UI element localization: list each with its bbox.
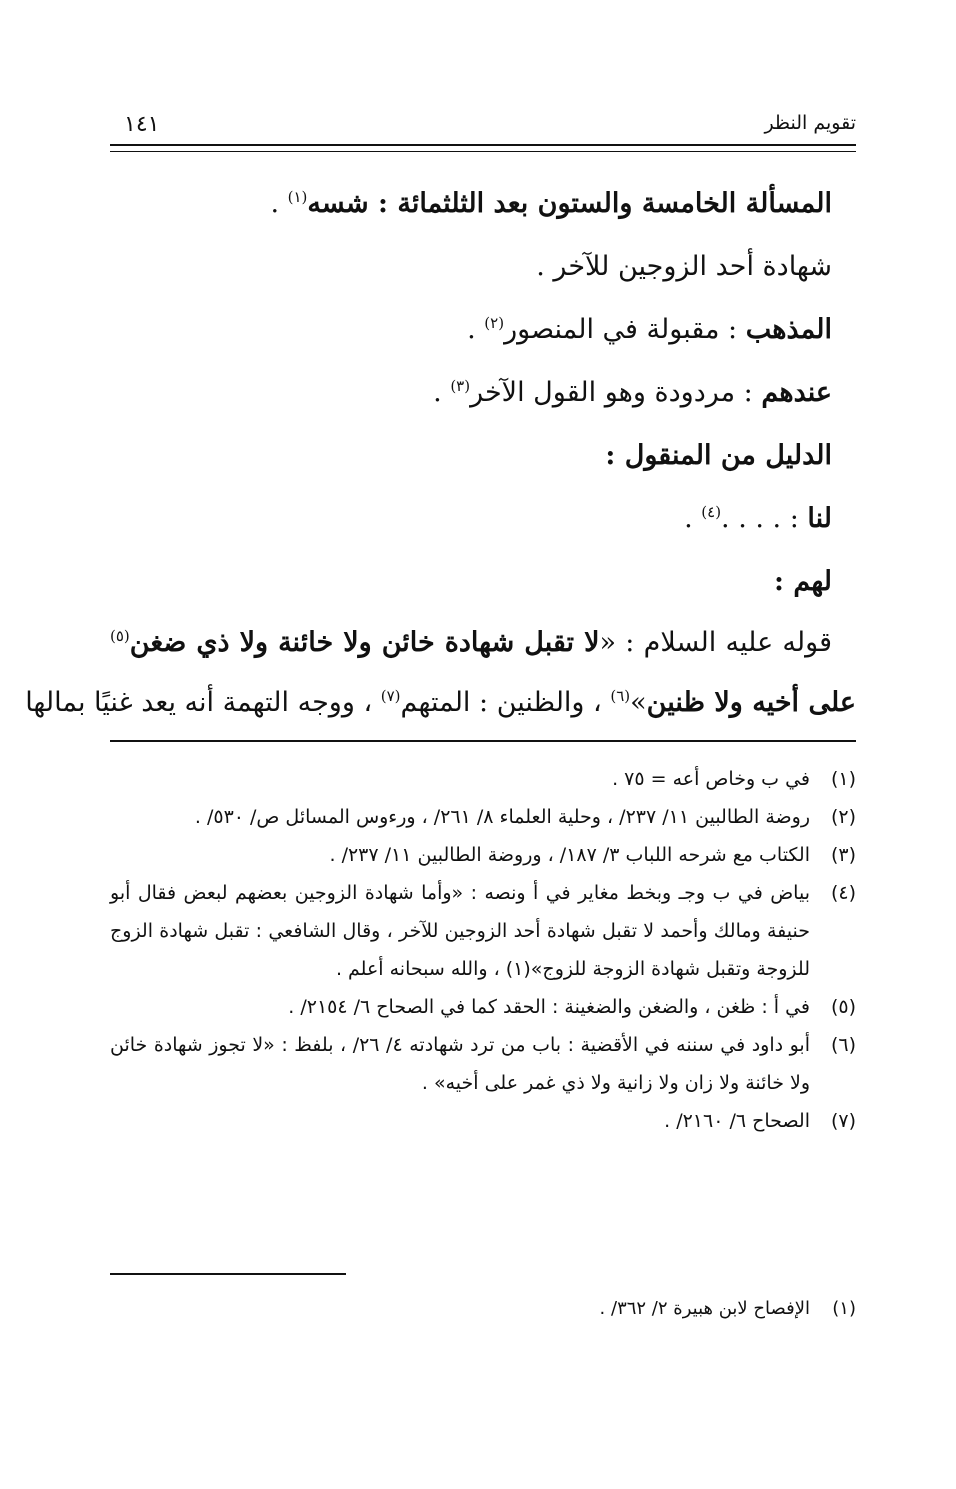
issue-topic-text: شهادة أحد الزوجين للآخر . [536, 251, 832, 282]
footnote-text: الصحاح ٦/ ٢١٦٠/ . [664, 1110, 810, 1132]
footnote-ref: (١) [287, 188, 308, 206]
footnote-ref: (٦) [610, 687, 631, 705]
footnote-text: في أ : ظغن ، والضغن والضغينة : الحقد كما في الصحاح ٦/ ٢١٥٤/ . [288, 996, 810, 1018]
heading-tail: . [270, 188, 288, 219]
footnote-number: (٢) [830, 806, 856, 828]
paragraph-line-2 [25, 673, 856, 733]
indahum-label: عندهم [761, 377, 832, 408]
footnote-text: أبو داود في سننه في الأقضية : باب من ترد شهادته ٤/ ٢٦/ ، بلفظ : «لا تجوز شهادة خائن ولا خائنة ولا زان ولا زانية ولا ذي غمر على أخيه» . [110, 1034, 810, 1094]
madhhab-line [110, 298, 856, 361]
indahum-text: : مردودة وهو القول الآخر [470, 377, 762, 408]
footnote-number: (٣) [830, 844, 856, 866]
running-head [110, 112, 856, 148]
lana-tail: . [684, 503, 702, 534]
madhhab-text: : مقبولة في المنصور [504, 314, 746, 345]
footnote-ref: (٣) [450, 377, 471, 395]
paragraph-text-3: ، ووجه التهمة أنه يعد غنيًا بمالها [25, 687, 381, 718]
paragraph-line-1 [110, 613, 856, 673]
footnote-text: الكتاب مع شرحه اللباب ٣/ ١٨٧/ ، وروضة الطالبين ١١/ ٢٣٧/ . [329, 844, 810, 866]
footnote [110, 798, 856, 836]
footnotes [110, 760, 856, 1140]
page-number: ١٤١ [124, 112, 160, 137]
footnote-rule [110, 740, 856, 742]
madhhab-tail: . [467, 314, 485, 345]
footnote [110, 874, 856, 988]
hadith-text-1: لا تقبل شهادة خائن ولا خائنة ولا ذي ضغن [129, 627, 600, 658]
footnote-ref: (٥) [110, 627, 130, 645]
footnote-text: الإفصاح لابن هبيرة ٢/ ٣٦٢/ . [599, 1298, 810, 1319]
issue-heading [110, 172, 856, 235]
footnote-text: روضة الطالبين ١١/ ٢٣٧/ ، وحلية العلماء ٨/ ٢٦١/ ، ورءوس المسائل ص/ ٥٣٠/ . [194, 806, 810, 828]
sub-footnotes [110, 1290, 856, 1328]
issue-topic [110, 235, 856, 298]
footnote-number: (٧) [830, 1110, 856, 1132]
evidence-heading-text: الدليل من المنقول : [605, 440, 832, 471]
footnote-number: (٦) [830, 1034, 856, 1056]
main-text [25, 172, 856, 733]
quote-close: » [630, 687, 647, 718]
footnote-number: (١) [832, 1298, 856, 1319]
lana-line [110, 487, 856, 550]
issue-heading-text: المسألة الخامسة والستون بعد الثلثمائة : شسه [307, 188, 832, 219]
hadith-intro: قوله عليه السلام : « [599, 627, 832, 658]
footnote-text: في ب وخاص أعه = ٧٥ . [612, 768, 810, 790]
lahum-label: لهم : [773, 566, 832, 597]
footnote-number: (١) [830, 768, 856, 790]
footnote-number: (٥) [830, 996, 856, 1018]
footnote [110, 1026, 856, 1102]
indahum-line [110, 361, 856, 424]
footnote [110, 1102, 856, 1140]
hadith-text-2: على أخيه ولا ظنين [646, 687, 856, 718]
footnote-ref: (٢) [484, 314, 505, 332]
header-rule [110, 144, 856, 152]
sub-footnote-rule [110, 1273, 346, 1275]
footnote [110, 1290, 856, 1328]
footnote-number: (٤) [830, 882, 856, 904]
lahum-line [110, 550, 856, 613]
evidence-heading [110, 424, 856, 487]
footnote [110, 988, 856, 1026]
madhhab-label: المذهب [745, 314, 832, 345]
paragraph-text-2: ، والظنين : المتهم [400, 687, 611, 718]
footnote [110, 836, 856, 874]
footnote-ref: (٧) [380, 687, 401, 705]
footnote [110, 760, 856, 798]
footnote-text: بياض في ب وجـ وبخط مغاير في أ ونصه : «وأما شهادة الزوجين بعضهم لبعض فقال أبو حنيفة ومالك وأحمد لا تقبل شهادة أحد الزوجين للآخر ، وقال الشافعي : تقبل شهادة الزوج للزوجة وتقبل شهادة الزوجة للزوج»(١) ، والله سبحانه أعلم . [110, 882, 810, 980]
book-page [25, 0, 856, 1489]
indahum-tail: . [433, 377, 451, 408]
running-title: تقويم النظر [764, 112, 856, 134]
footnote-ref: (٤) [701, 503, 722, 521]
lana-text: : . . . . [721, 503, 808, 534]
lana-label: لنا [807, 503, 832, 534]
